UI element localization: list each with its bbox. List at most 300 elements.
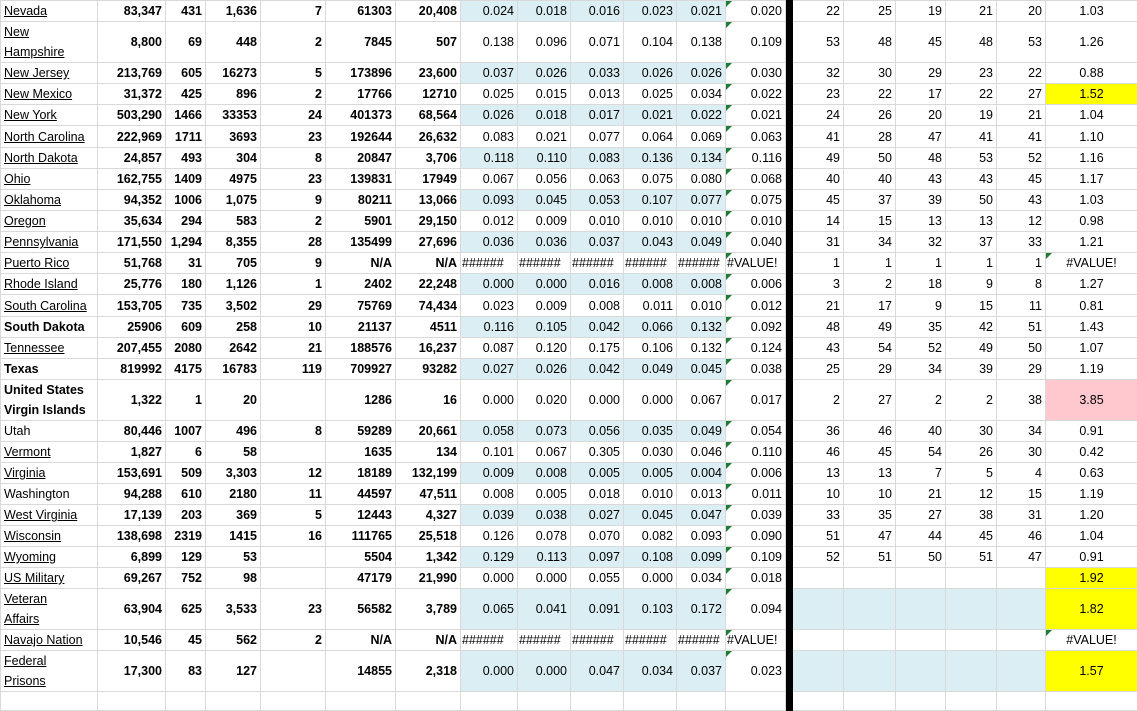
cell-rank[interactable]: 43	[793, 338, 844, 359]
empty-cell[interactable]	[571, 692, 624, 711]
cell-rank[interactable]	[844, 589, 896, 630]
cell-rate[interactable]: 0.138	[677, 22, 726, 63]
cell-value[interactable]: 2,318	[396, 651, 461, 692]
cell-ratio[interactable]: 1.03	[1046, 190, 1137, 211]
cell-rate[interactable]: 0.083	[571, 148, 624, 169]
cell-rate[interactable]: 0.026	[677, 63, 726, 84]
cell-name[interactable]	[1, 505, 98, 526]
cell-ratio[interactable]: #VALUE!	[1046, 253, 1137, 274]
cell-average[interactable]: 0.090	[726, 526, 786, 547]
row-link[interactable]: US Military	[4, 571, 64, 585]
cell-rate[interactable]: 0.009	[518, 211, 571, 232]
cell-value[interactable]: 7	[261, 1, 326, 22]
cell-value[interactable]: 1,075	[206, 190, 261, 211]
cell-value[interactable]: 23	[261, 589, 326, 630]
cell-name[interactable]	[1, 526, 98, 547]
row-link[interactable]: Rhode Island	[4, 277, 78, 291]
row-link[interactable]: Wisconsin	[4, 529, 61, 543]
cell-average[interactable]: #VALUE!	[726, 253, 786, 274]
cell-rate[interactable]: 0.008	[624, 274, 677, 295]
cell-rank[interactable]	[844, 568, 896, 589]
cell-rank[interactable]: 29	[896, 63, 946, 84]
cell-value[interactable]: 17766	[326, 84, 396, 105]
cell-rank[interactable]: 40	[896, 421, 946, 442]
cell-rate[interactable]: 0.005	[571, 463, 624, 484]
cell-name[interactable]	[1, 148, 98, 169]
cell-rate[interactable]: 0.078	[518, 526, 571, 547]
cell-value[interactable]: 18189	[326, 463, 396, 484]
cell-value[interactable]: 33353	[206, 105, 261, 126]
row-link[interactable]: New Jersey	[4, 66, 69, 80]
cell-rate[interactable]: 0.099	[677, 547, 726, 568]
cell-rate[interactable]: 0.067	[677, 380, 726, 421]
cell-rate[interactable]: 0.055	[571, 568, 624, 589]
cell-value[interactable]: 1466	[166, 105, 206, 126]
cell-value[interactable]: 705	[206, 253, 261, 274]
cell-name[interactable]	[1, 442, 98, 463]
cell-average[interactable]: 0.075	[726, 190, 786, 211]
cell-rate[interactable]: ######	[571, 253, 624, 274]
cell-rate[interactable]: 0.105	[518, 317, 571, 338]
cell-rate[interactable]: 0.070	[571, 526, 624, 547]
cell-rank[interactable]: 50	[896, 547, 946, 568]
cell-ratio[interactable]: 0.88	[1046, 63, 1137, 84]
cell-rank[interactable]: 42	[946, 317, 997, 338]
cell-rate[interactable]: 0.037	[677, 651, 726, 692]
cell-rank[interactable]: 52	[997, 148, 1046, 169]
cell-rate[interactable]: 0.000	[461, 568, 518, 589]
cell-value[interactable]: 605	[166, 63, 206, 84]
cell-rank[interactable]: 18	[896, 274, 946, 295]
cell-name[interactable]	[1, 630, 98, 651]
empty-cell[interactable]	[726, 692, 786, 711]
empty-cell[interactable]	[396, 692, 461, 711]
cell-rank[interactable]: 23	[946, 63, 997, 84]
cell-value[interactable]: 83,347	[98, 1, 166, 22]
cell-value[interactable]	[261, 568, 326, 589]
cell-average[interactable]: 0.040	[726, 232, 786, 253]
cell-ratio[interactable]: 1.26	[1046, 22, 1137, 63]
cell-rate[interactable]: 0.034	[677, 568, 726, 589]
cell-value[interactable]: 3,303	[206, 463, 261, 484]
cell-value[interactable]: 4511	[396, 317, 461, 338]
cell-value[interactable]: 21,990	[396, 568, 461, 589]
cell-rank[interactable]	[896, 651, 946, 692]
row-link[interactable]: South Carolina	[4, 299, 87, 313]
cell-rank[interactable]	[896, 568, 946, 589]
row-link[interactable]: Oregon	[4, 214, 46, 228]
cell-rank[interactable]: 41	[793, 126, 844, 148]
cell-rank[interactable]: 35	[896, 317, 946, 338]
cell-rate[interactable]: 0.083	[461, 126, 518, 148]
cell-rank[interactable]: 10	[793, 484, 844, 505]
cell-ratio[interactable]: 1.20	[1046, 505, 1137, 526]
cell-ratio[interactable]: 1.92	[1046, 568, 1137, 589]
empty-cell[interactable]	[518, 692, 571, 711]
cell-rate[interactable]: 0.093	[461, 190, 518, 211]
cell-rate[interactable]: 0.026	[518, 63, 571, 84]
cell-rank[interactable]: 21	[997, 105, 1046, 126]
cell-value[interactable]: 4,327	[396, 505, 461, 526]
cell-value[interactable]: 1635	[326, 442, 396, 463]
cell-rate[interactable]: 0.049	[677, 232, 726, 253]
cell-rank[interactable]: 30	[997, 442, 1046, 463]
cell-value[interactable]: 583	[206, 211, 261, 232]
cell-rank[interactable]: 40	[793, 169, 844, 190]
cell-rate[interactable]: 0.042	[571, 317, 624, 338]
cell-rate[interactable]: 0.104	[624, 22, 677, 63]
cell-rate[interactable]: 0.063	[571, 169, 624, 190]
cell-value[interactable]: 4175	[166, 359, 206, 380]
cell-rate[interactable]: 0.305	[571, 442, 624, 463]
cell-rate[interactable]: 0.005	[624, 463, 677, 484]
cell-rate[interactable]: 0.047	[677, 505, 726, 526]
cell-value[interactable]: 17,300	[98, 651, 166, 692]
cell-rate[interactable]: 0.008	[677, 274, 726, 295]
cell-average[interactable]: 0.012	[726, 295, 786, 317]
cell-rank[interactable]: 27	[896, 505, 946, 526]
cell-average[interactable]: 0.021	[726, 105, 786, 126]
cell-value[interactable]: 1,294	[166, 232, 206, 253]
cell-rate[interactable]: 0.023	[461, 295, 518, 317]
cell-ratio[interactable]: 1.27	[1046, 274, 1137, 295]
cell-name[interactable]	[1, 568, 98, 589]
cell-rank[interactable]: 29	[997, 359, 1046, 380]
cell-value[interactable]: 203	[166, 505, 206, 526]
cell-average[interactable]: 0.018	[726, 568, 786, 589]
cell-value[interactable]: 20	[206, 380, 261, 421]
cell-value[interactable]: 47,511	[396, 484, 461, 505]
cell-value[interactable]: 5	[261, 63, 326, 84]
cell-name[interactable]	[1, 1, 98, 22]
cell-rank[interactable]	[844, 630, 896, 651]
cell-rate[interactable]: 0.116	[461, 317, 518, 338]
cell-value[interactable]: 2642	[206, 338, 261, 359]
cell-rank[interactable]: 13	[793, 463, 844, 484]
cell-rate[interactable]: 0.039	[461, 505, 518, 526]
cell-name[interactable]	[1, 359, 98, 380]
cell-value[interactable]: 1,827	[98, 442, 166, 463]
cell-value[interactable]: 1,636	[206, 1, 261, 22]
cell-rate[interactable]: 0.058	[461, 421, 518, 442]
cell-rate[interactable]: 0.000	[571, 380, 624, 421]
row-link[interactable]: Veteran Affairs	[4, 589, 74, 629]
cell-ratio[interactable]: 1.43	[1046, 317, 1137, 338]
cell-value[interactable]: 610	[166, 484, 206, 505]
cell-rate[interactable]: 0.118	[461, 148, 518, 169]
cell-rate[interactable]: ######	[571, 630, 624, 651]
cell-value[interactable]: 173896	[326, 63, 396, 84]
cell-value[interactable]: 69,267	[98, 568, 166, 589]
cell-name[interactable]	[1, 22, 98, 63]
cell-rate[interactable]: 0.013	[677, 484, 726, 505]
cell-rank[interactable]: 53	[946, 148, 997, 169]
cell-rank[interactable]: 38	[997, 380, 1046, 421]
cell-rank[interactable]: 1	[844, 253, 896, 274]
cell-value[interactable]: 2402	[326, 274, 396, 295]
cell-name[interactable]	[1, 63, 98, 84]
cell-value[interactable]: 509	[166, 463, 206, 484]
cell-rank[interactable]: 28	[844, 126, 896, 148]
cell-rank[interactable]: 24	[793, 105, 844, 126]
cell-average[interactable]: 0.124	[726, 338, 786, 359]
cell-rank[interactable]	[946, 651, 997, 692]
cell-rank[interactable]: 44	[896, 526, 946, 547]
cell-value[interactable]: 5504	[326, 547, 396, 568]
cell-rate[interactable]: 0.071	[571, 22, 624, 63]
cell-rate[interactable]: 0.024	[461, 1, 518, 22]
cell-rate[interactable]: 0.087	[461, 338, 518, 359]
cell-rank[interactable]	[896, 630, 946, 651]
cell-ratio[interactable]: 1.16	[1046, 148, 1137, 169]
row-link[interactable]: Ohio	[4, 172, 30, 186]
cell-value[interactable]: 74,434	[396, 295, 461, 317]
cell-rate[interactable]: 0.077	[571, 126, 624, 148]
cell-average[interactable]: 0.068	[726, 169, 786, 190]
cell-value[interactable]: 80,446	[98, 421, 166, 442]
cell-rank[interactable]	[793, 589, 844, 630]
cell-rank[interactable]	[946, 589, 997, 630]
cell-value[interactable]: 2	[261, 630, 326, 651]
cell-rate[interactable]: 0.110	[518, 148, 571, 169]
cell-rank[interactable]: 38	[946, 505, 997, 526]
cell-rank[interactable]: 11	[997, 295, 1046, 317]
cell-rate[interactable]: 0.013	[571, 84, 624, 105]
cell-value[interactable]: 3,502	[206, 295, 261, 317]
cell-value[interactable]: 111765	[326, 526, 396, 547]
cell-value[interactable]: 448	[206, 22, 261, 63]
empty-cell[interactable]	[844, 692, 896, 711]
cell-value[interactable]: 14855	[326, 651, 396, 692]
cell-rank[interactable]: 13	[844, 463, 896, 484]
cell-rank[interactable]: 7	[896, 463, 946, 484]
cell-name[interactable]	[1, 484, 98, 505]
cell-value[interactable]: 25906	[98, 317, 166, 338]
cell-name[interactable]	[1, 317, 98, 338]
cell-rank[interactable]	[997, 589, 1046, 630]
cell-value[interactable]: 28	[261, 232, 326, 253]
cell-rank[interactable]: 36	[793, 421, 844, 442]
cell-rank[interactable]: 15	[997, 484, 1046, 505]
cell-rate[interactable]: 0.120	[518, 338, 571, 359]
cell-ratio[interactable]: 1.10	[1046, 126, 1137, 148]
cell-rate[interactable]: 0.065	[461, 589, 518, 630]
cell-rank[interactable]: 22	[997, 63, 1046, 84]
cell-rank[interactable]: 4	[997, 463, 1046, 484]
cell-rate[interactable]: 0.000	[624, 568, 677, 589]
cell-name[interactable]	[1, 232, 98, 253]
cell-rate[interactable]: 0.027	[461, 359, 518, 380]
empty-cell[interactable]	[98, 692, 166, 711]
cell-value[interactable]: 709927	[326, 359, 396, 380]
cell-rate[interactable]: 0.018	[518, 105, 571, 126]
cell-rate[interactable]: 0.016	[571, 274, 624, 295]
cell-rank[interactable]: 48	[896, 148, 946, 169]
cell-rank[interactable]: 47	[997, 547, 1046, 568]
cell-name[interactable]	[1, 589, 98, 630]
cell-rank[interactable]: 37	[844, 190, 896, 211]
cell-rank[interactable]: 47	[896, 126, 946, 148]
cell-average[interactable]: 0.109	[726, 22, 786, 63]
cell-rate[interactable]: 0.035	[624, 421, 677, 442]
cell-rate[interactable]: 0.043	[624, 232, 677, 253]
cell-value[interactable]: 735	[166, 295, 206, 317]
cell-rate[interactable]: 0.106	[624, 338, 677, 359]
cell-ratio[interactable]: 0.42	[1046, 442, 1137, 463]
cell-value[interactable]: 24	[261, 105, 326, 126]
cell-value[interactable]: 51,768	[98, 253, 166, 274]
cell-value[interactable]: 44597	[326, 484, 396, 505]
cell-value[interactable]: 80211	[326, 190, 396, 211]
cell-rate[interactable]: 0.103	[624, 589, 677, 630]
cell-value[interactable]: 1	[166, 380, 206, 421]
cell-rank[interactable]: 10	[844, 484, 896, 505]
cell-rate[interactable]: 0.053	[571, 190, 624, 211]
empty-cell[interactable]	[677, 692, 726, 711]
cell-rate[interactable]: 0.033	[571, 63, 624, 84]
cell-rank[interactable]: 22	[844, 84, 896, 105]
cell-rank[interactable]: 1	[946, 253, 997, 274]
cell-value[interactable]: 6	[166, 442, 206, 463]
cell-value[interactable]: 53	[206, 547, 261, 568]
row-link[interactable]: New Hampshire	[4, 22, 74, 62]
cell-rank[interactable]: 22	[793, 1, 844, 22]
empty-cell[interactable]	[896, 692, 946, 711]
cell-rate[interactable]: 0.025	[624, 84, 677, 105]
cell-value[interactable]: 507	[396, 22, 461, 63]
cell-rank[interactable]: 29	[844, 359, 896, 380]
cell-value[interactable]: 29	[261, 295, 326, 317]
cell-rank[interactable]: 51	[946, 547, 997, 568]
cell-rank[interactable]	[793, 630, 844, 651]
cell-rank[interactable]: 19	[896, 1, 946, 22]
cell-rank[interactable]: 31	[793, 232, 844, 253]
cell-rate[interactable]: 0.056	[571, 421, 624, 442]
cell-rate[interactable]: 0.097	[571, 547, 624, 568]
cell-rate[interactable]: 0.021	[677, 1, 726, 22]
cell-name[interactable]	[1, 105, 98, 126]
empty-cell[interactable]	[261, 692, 326, 711]
cell-rank[interactable]: 39	[946, 359, 997, 380]
cell-rank[interactable]	[946, 630, 997, 651]
cell-value[interactable]: 83	[166, 651, 206, 692]
cell-rank[interactable]: 17	[896, 84, 946, 105]
cell-rank[interactable]: 15	[946, 295, 997, 317]
cell-rank[interactable]: 54	[896, 442, 946, 463]
cell-average[interactable]: 0.110	[726, 442, 786, 463]
cell-rank[interactable]: 45	[896, 22, 946, 63]
cell-value[interactable]: 2	[261, 22, 326, 63]
cell-value[interactable]: 61303	[326, 1, 396, 22]
cell-rank[interactable]	[946, 568, 997, 589]
cell-rate[interactable]: 0.073	[518, 421, 571, 442]
cell-value[interactable]: 16	[261, 526, 326, 547]
cell-rate[interactable]: 0.096	[518, 22, 571, 63]
cell-value[interactable]: 162,755	[98, 169, 166, 190]
cell-rank[interactable]: 22	[946, 84, 997, 105]
cell-rank[interactable]: 41	[997, 126, 1046, 148]
empty-cell[interactable]	[793, 692, 844, 711]
cell-rate[interactable]: 0.041	[518, 589, 571, 630]
cell-value[interactable]: 12710	[396, 84, 461, 105]
cell-value[interactable]: 13,066	[396, 190, 461, 211]
cell-rank[interactable]: 2	[844, 274, 896, 295]
cell-value[interactable]: 1	[261, 274, 326, 295]
cell-name[interactable]	[1, 253, 98, 274]
cell-average[interactable]: 0.038	[726, 359, 786, 380]
cell-value[interactable]: 21137	[326, 317, 396, 338]
cell-rate[interactable]: 0.113	[518, 547, 571, 568]
cell-rate[interactable]: 0.101	[461, 442, 518, 463]
cell-rank[interactable]: 19	[946, 105, 997, 126]
cell-rank[interactable]: 48	[844, 22, 896, 63]
cell-rate[interactable]: 0.049	[677, 421, 726, 442]
cell-value[interactable]: 503,290	[98, 105, 166, 126]
cell-rank[interactable]: 25	[793, 359, 844, 380]
cell-name[interactable]	[1, 169, 98, 190]
cell-rank[interactable]: 49	[946, 338, 997, 359]
cell-rank[interactable]: 34	[896, 359, 946, 380]
cell-value[interactable]: 138,698	[98, 526, 166, 547]
cell-rank[interactable]: 32	[896, 232, 946, 253]
cell-ratio[interactable]: 1.04	[1046, 526, 1137, 547]
cell-rank[interactable]: 45	[997, 169, 1046, 190]
row-link[interactable]: Oklahoma	[4, 193, 61, 207]
cell-rank[interactable]: 34	[844, 232, 896, 253]
cell-rate[interactable]: 0.069	[677, 126, 726, 148]
cell-rank[interactable]: 2	[946, 380, 997, 421]
cell-rank[interactable]: 40	[844, 169, 896, 190]
cell-value[interactable]: 93282	[396, 359, 461, 380]
cell-rate[interactable]: 0.000	[518, 274, 571, 295]
cell-value[interactable]: 35,634	[98, 211, 166, 232]
cell-rate[interactable]: 0.046	[677, 442, 726, 463]
cell-rank[interactable]: 45	[793, 190, 844, 211]
cell-rank[interactable]: 27	[997, 84, 1046, 105]
cell-rate[interactable]: 0.077	[677, 190, 726, 211]
cell-value[interactable]	[261, 380, 326, 421]
cell-value[interactable]: 20,408	[396, 1, 461, 22]
cell-value[interactable]: 294	[166, 211, 206, 232]
cell-value[interactable]: 16783	[206, 359, 261, 380]
cell-value[interactable]: 21	[261, 338, 326, 359]
cell-value[interactable]: 1007	[166, 421, 206, 442]
cell-rank[interactable]: 53	[793, 22, 844, 63]
cell-value[interactable]: 493	[166, 148, 206, 169]
cell-rank[interactable]	[997, 630, 1046, 651]
cell-value[interactable]: 425	[166, 84, 206, 105]
cell-rate[interactable]: 0.010	[624, 484, 677, 505]
cell-rate[interactable]: 0.022	[677, 105, 726, 126]
cell-rank[interactable]: 33	[793, 505, 844, 526]
cell-rank[interactable]	[997, 651, 1046, 692]
cell-value[interactable]: 5	[261, 505, 326, 526]
cell-value[interactable]: N/A	[326, 630, 396, 651]
cell-rate[interactable]: 0.008	[571, 295, 624, 317]
cell-value[interactable]: 222,969	[98, 126, 166, 148]
cell-rate[interactable]: 0.000	[518, 651, 571, 692]
cell-value[interactable]: 27,696	[396, 232, 461, 253]
row-link[interactable]: Pennsylvania	[4, 235, 78, 249]
cell-rank[interactable]: 13	[896, 211, 946, 232]
cell-value[interactable]: 8,355	[206, 232, 261, 253]
cell-rank[interactable]	[793, 651, 844, 692]
cell-rank[interactable]: 46	[997, 526, 1046, 547]
cell-value[interactable]: 304	[206, 148, 261, 169]
row-link[interactable]: New York	[4, 108, 57, 122]
cell-ratio[interactable]: 1.03	[1046, 1, 1137, 22]
cell-value[interactable]: 69	[166, 22, 206, 63]
